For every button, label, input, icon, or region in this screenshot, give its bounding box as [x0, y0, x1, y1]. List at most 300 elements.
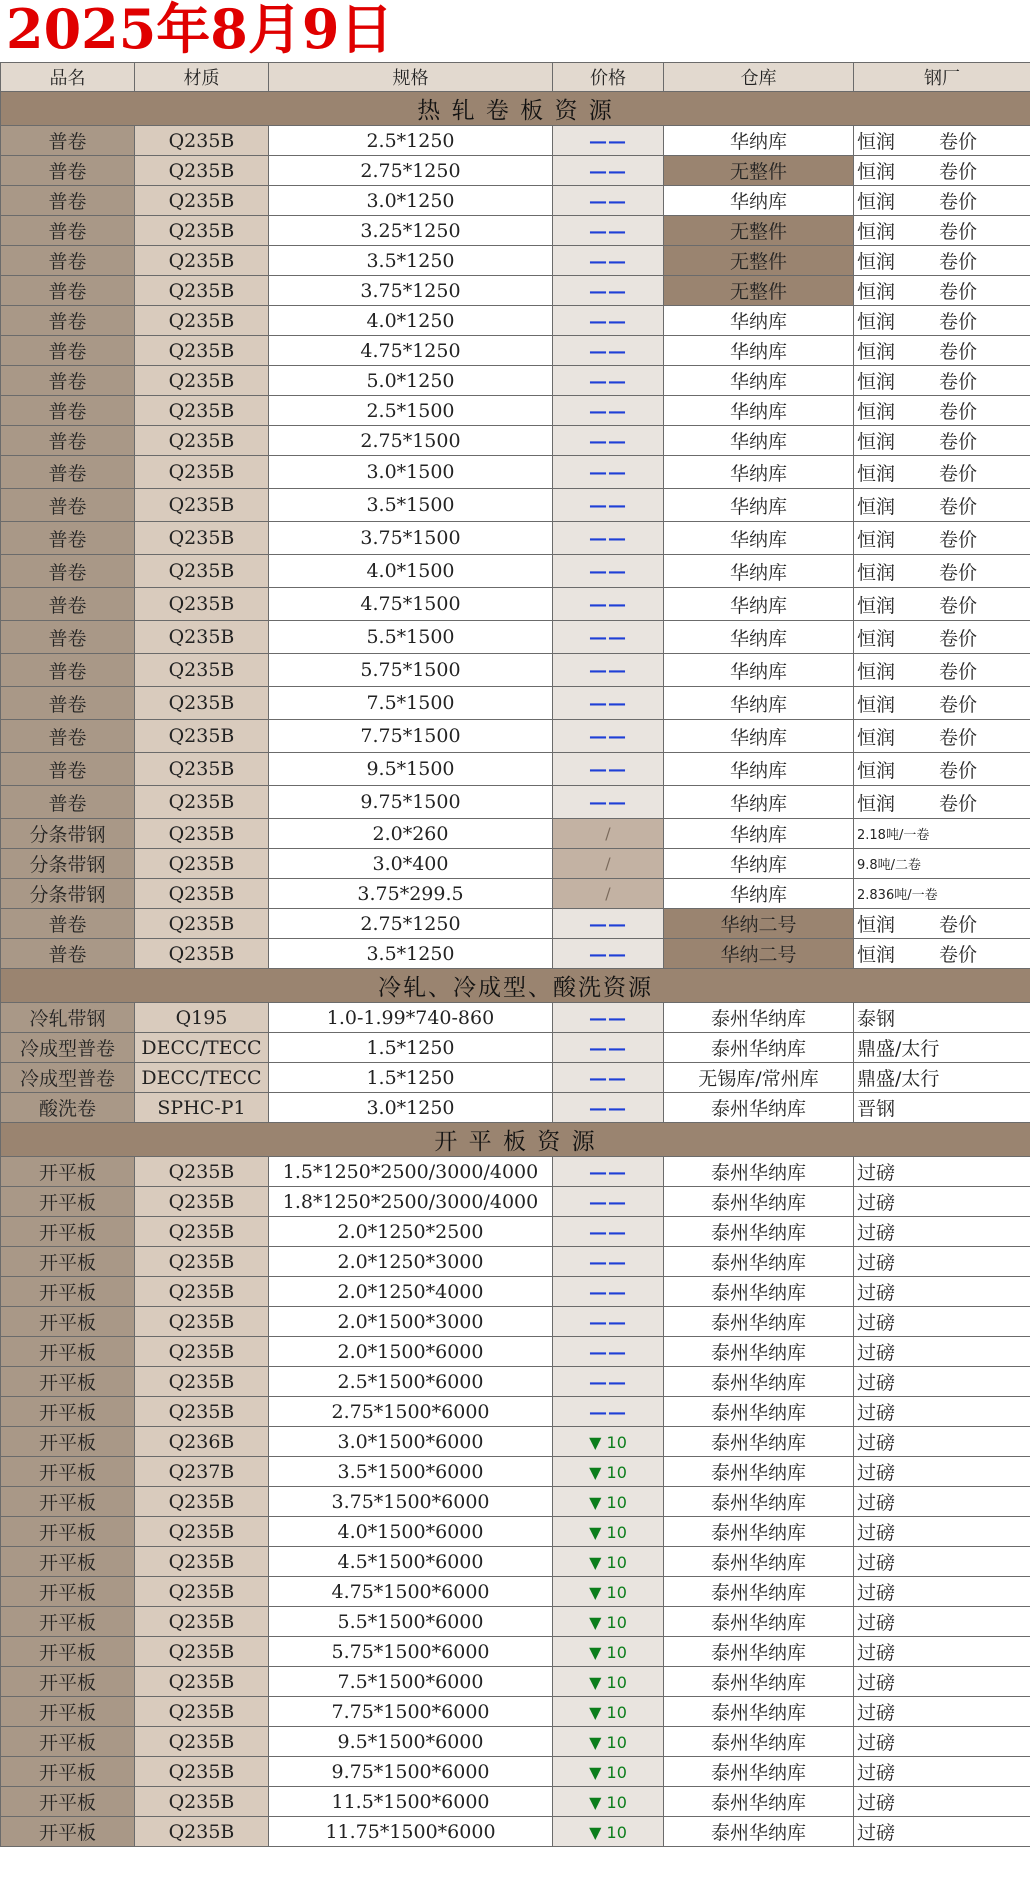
- material-cell: Q235B: [135, 126, 269, 156]
- warehouse-cell: 无整件: [664, 246, 854, 276]
- product-name-cell: 开平板: [1, 1367, 135, 1397]
- warehouse-cell: 华纳库: [664, 456, 854, 489]
- price-basis: 卷价: [939, 462, 978, 485]
- mill-cell: [854, 336, 1030, 366]
- price-down-indicator: ▼ 10: [589, 1612, 627, 1632]
- header-price: 价格: [553, 63, 664, 92]
- product-name-cell: 普卷: [1, 426, 135, 456]
- product-name-cell: 开平板: [1, 1457, 135, 1487]
- price-value: ——: [589, 400, 627, 422]
- product-name-cell: 普卷: [1, 939, 135, 969]
- product-name-cell: 开平板: [1, 1247, 135, 1277]
- warehouse-cell: 无锡库/常州库: [664, 1063, 854, 1093]
- price-basis: 卷价: [939, 341, 978, 363]
- price-basis: 卷价: [939, 431, 978, 453]
- material-cell: Q235B: [135, 1607, 269, 1637]
- warehouse-cell: 泰州华纳库: [664, 1697, 854, 1727]
- product-name-cell: 普卷: [1, 621, 135, 654]
- header-row: [1, 63, 1030, 92]
- table-row: [1, 1217, 1030, 1247]
- warehouse-cell: 华纳库: [664, 489, 854, 522]
- product-name-cell: 开平板: [1, 1307, 135, 1337]
- table-row: [1, 1487, 1030, 1517]
- mill-name: 晋钢: [857, 1098, 896, 1120]
- table-row: [1, 216, 1030, 246]
- header-warehouse: 仓库: [664, 63, 854, 92]
- mill-cell: [854, 654, 1030, 687]
- product-name-cell: 冷轧带钢: [1, 1003, 135, 1033]
- mill-name: 过磅: [857, 1522, 896, 1544]
- material-cell: Q235B: [135, 1697, 269, 1727]
- product-name-cell: 普卷: [1, 786, 135, 819]
- mill-cell: [854, 306, 1030, 336]
- mill-name: 过磅: [857, 1672, 896, 1694]
- material-cell: Q235B: [135, 1637, 269, 1667]
- material-cell: Q235B: [135, 1337, 269, 1367]
- spec-cell: 2.75*1250: [269, 909, 553, 939]
- price-down-indicator: ▼ 10: [589, 1672, 627, 1692]
- spec-cell: 5.75*1500: [269, 654, 553, 687]
- table-row: [1, 1787, 1030, 1817]
- price-down-indicator: ▼ 10: [589, 1792, 627, 1812]
- table-row: [1, 1397, 1030, 1427]
- material-cell: Q235B: [135, 1247, 269, 1277]
- mill-cell: [854, 588, 1030, 621]
- price-cell: [553, 276, 664, 306]
- price-down-indicator: ▼ 10: [589, 1702, 627, 1722]
- spec-cell: 3.75*1500: [269, 522, 553, 555]
- warehouse-cell: 华纳库: [664, 426, 854, 456]
- warehouse-cell: 无整件: [664, 216, 854, 246]
- table-row: [1, 786, 1030, 819]
- mill-name: 过磅: [857, 1702, 896, 1724]
- mill-name: 恒润: [857, 495, 896, 518]
- price-value: ——: [589, 1221, 627, 1243]
- product-name-cell: 开平板: [1, 1277, 135, 1307]
- price-value: ——: [589, 1251, 627, 1273]
- price-cell: [553, 1637, 664, 1667]
- price-basis: 卷价: [939, 311, 978, 333]
- header-name: 品名: [1, 63, 135, 92]
- price-cell: [553, 1607, 664, 1637]
- price-value: ——: [589, 250, 627, 272]
- mill-name: 恒润: [857, 251, 896, 273]
- material-cell: Q235B: [135, 753, 269, 786]
- product-name-cell: 普卷: [1, 489, 135, 522]
- spec-cell: 4.75*1250: [269, 336, 553, 366]
- product-name-cell: 开平板: [1, 1607, 135, 1637]
- price-basis: 卷价: [939, 594, 978, 617]
- mill-cell: [854, 1457, 1030, 1487]
- material-cell: Q235B: [135, 522, 269, 555]
- header-mill: 钢厂: [854, 63, 1030, 92]
- price-cell: [553, 1307, 664, 1337]
- table-row: [1, 1187, 1030, 1217]
- mill-name: 恒润: [857, 914, 896, 936]
- material-cell: Q235B: [135, 555, 269, 588]
- mill-cell: [854, 1397, 1030, 1427]
- product-name-cell: 开平板: [1, 1187, 135, 1217]
- material-cell: Q235B: [135, 1307, 269, 1337]
- material-cell: Q235B: [135, 426, 269, 456]
- warehouse-cell: 泰州华纳库: [664, 1517, 854, 1547]
- spec-cell: 3.25*1250: [269, 216, 553, 246]
- mill-cell: [854, 939, 1030, 969]
- material-cell: Q195: [135, 1003, 269, 1033]
- spec-cell: 3.5*1250: [269, 939, 553, 969]
- material-cell: Q236B: [135, 1427, 269, 1457]
- price-basis: 卷价: [939, 561, 978, 584]
- product-name-cell: 普卷: [1, 522, 135, 555]
- price-down-indicator: ▼ 10: [589, 1822, 627, 1842]
- price-cell: [553, 621, 664, 654]
- warehouse-cell: 泰州华纳库: [664, 1457, 854, 1487]
- product-name-cell: 开平板: [1, 1757, 135, 1787]
- price-cell: [553, 1817, 664, 1847]
- price-cell: [553, 1697, 664, 1727]
- price-down-indicator: ▼ 10: [589, 1492, 627, 1512]
- price-basis: 卷价: [939, 251, 978, 273]
- mill-cell: [854, 1517, 1030, 1547]
- material-cell: Q235B: [135, 786, 269, 819]
- mill-name: 鼎盛/太行: [857, 1068, 940, 1090]
- spec-cell: 2.0*260: [269, 819, 553, 849]
- warehouse-cell: 华纳库: [664, 786, 854, 819]
- spec-cell: 3.0*400: [269, 849, 553, 879]
- mill-cell: [854, 1033, 1030, 1063]
- warehouse-cell: 华纳库: [664, 588, 854, 621]
- material-cell: Q235B: [135, 588, 269, 621]
- warehouse-cell: 泰州华纳库: [664, 1157, 854, 1187]
- table-row: [1, 654, 1030, 687]
- mill-name: 过磅: [857, 1252, 896, 1274]
- price-cell: [553, 1547, 664, 1577]
- warehouse-cell: 泰州华纳库: [664, 1607, 854, 1637]
- table-row: [1, 1033, 1030, 1063]
- product-name-cell: 开平板: [1, 1487, 135, 1517]
- mill-name: 恒润: [857, 759, 896, 782]
- price-cell: [553, 819, 664, 849]
- material-cell: Q235B: [135, 939, 269, 969]
- table-row: [1, 1637, 1030, 1667]
- price-cell: [553, 1247, 664, 1277]
- material-cell: Q235B: [135, 819, 269, 849]
- mill-name: 过磅: [857, 1432, 896, 1454]
- material-cell: Q235B: [135, 1667, 269, 1697]
- mill-name: 恒润: [857, 462, 896, 485]
- table-row: [1, 1427, 1030, 1457]
- price-cell: [553, 522, 664, 555]
- mill-cell: [854, 1787, 1030, 1817]
- warehouse-cell: 泰州华纳库: [664, 1577, 854, 1607]
- spec-cell: 2.5*1500: [269, 396, 553, 426]
- warehouse-cell: 华纳库: [664, 366, 854, 396]
- spec-cell: 2.5*1250: [269, 126, 553, 156]
- product-name-cell: 普卷: [1, 126, 135, 156]
- mill-cell: [854, 909, 1030, 939]
- mill-cell: [854, 246, 1030, 276]
- table-row: [1, 522, 1030, 555]
- warehouse-cell: 无整件: [664, 276, 854, 306]
- mill-cell: [854, 1487, 1030, 1517]
- section-title: 开 平 板 资 源: [1, 1123, 1030, 1157]
- price-down-indicator: ▼ 10: [589, 1432, 627, 1452]
- price-basis: 卷价: [939, 131, 978, 153]
- table-row: [1, 156, 1030, 186]
- price-cell: [553, 588, 664, 621]
- mill-cell: [854, 1307, 1030, 1337]
- mill-cell: [854, 216, 1030, 246]
- spec-cell: 11.75*1500*6000: [269, 1817, 553, 1847]
- product-name-cell: 冷成型普卷: [1, 1063, 135, 1093]
- price-value: ——: [589, 1341, 627, 1363]
- product-name-cell: 开平板: [1, 1637, 135, 1667]
- warehouse-cell: 泰州华纳库: [664, 1187, 854, 1217]
- material-cell: Q235B: [135, 366, 269, 396]
- material-cell: Q235B: [135, 306, 269, 336]
- warehouse-cell: 泰州华纳库: [664, 1667, 854, 1697]
- mill-name: 恒润: [857, 431, 896, 453]
- price-value: ——: [589, 693, 627, 714]
- price-cell: [553, 1757, 664, 1787]
- price-cell: [553, 156, 664, 186]
- price-cell: [553, 909, 664, 939]
- price-cell: [553, 1667, 664, 1697]
- mill-name: 过磅: [857, 1732, 896, 1754]
- product-name-cell: 普卷: [1, 156, 135, 186]
- header-material: 材质: [135, 63, 269, 92]
- mill-name: 恒润: [857, 311, 896, 333]
- material-cell: SPHC-P1: [135, 1093, 269, 1123]
- price-cell: [553, 306, 664, 336]
- table-row: [1, 621, 1030, 654]
- spec-cell: 1.5*1250: [269, 1033, 553, 1063]
- product-name-cell: 普卷: [1, 246, 135, 276]
- table-row: [1, 1607, 1030, 1637]
- table-row: [1, 336, 1030, 366]
- price-cell: [553, 396, 664, 426]
- spec-cell: 7.5*1500*6000: [269, 1667, 553, 1697]
- material-cell: Q235B: [135, 1217, 269, 1247]
- table-row: [1, 246, 1030, 276]
- mill-name: 过磅: [857, 1282, 896, 1304]
- product-name-cell: 开平板: [1, 1217, 135, 1247]
- table-row: [1, 426, 1030, 456]
- price-basis: 卷价: [939, 528, 978, 551]
- product-name-cell: 开平板: [1, 1547, 135, 1577]
- spec-cell: 1.0-1.99*740-860: [269, 1003, 553, 1033]
- mill-cell: [854, 456, 1030, 489]
- product-name-cell: 普卷: [1, 588, 135, 621]
- mill-cell: [854, 1757, 1030, 1787]
- mill-name: 过磅: [857, 1222, 896, 1244]
- price-basis: 卷价: [939, 627, 978, 650]
- price-down-indicator: ▼ 10: [589, 1552, 627, 1572]
- mill-cell: [854, 687, 1030, 720]
- price-basis: 卷价: [939, 792, 978, 815]
- price-value: ——: [589, 1067, 627, 1089]
- spec-cell: 2.75*1500: [269, 426, 553, 456]
- mill-cell: [854, 1697, 1030, 1727]
- price-cell: [553, 216, 664, 246]
- price-cell: [553, 879, 664, 909]
- mill-name: 恒润: [857, 281, 896, 303]
- mill-cell: [854, 1003, 1030, 1033]
- table-row: [1, 489, 1030, 522]
- price-value: ——: [589, 190, 627, 212]
- price-cell: [553, 126, 664, 156]
- mill-cell: [854, 1063, 1030, 1093]
- spec-cell: 5.5*1500*6000: [269, 1607, 553, 1637]
- price-cell: [553, 426, 664, 456]
- table-row: [1, 1757, 1030, 1787]
- mill-name: 恒润: [857, 792, 896, 815]
- warehouse-cell: 无整件: [664, 156, 854, 186]
- mill-cell: [854, 1247, 1030, 1277]
- product-name-cell: 开平板: [1, 1577, 135, 1607]
- table-row: [1, 1727, 1030, 1757]
- table-row: [1, 1003, 1030, 1033]
- mill-name: 9.8吨/二卷: [857, 858, 922, 873]
- price-value: ——: [589, 1007, 627, 1029]
- material-cell: Q235B: [135, 156, 269, 186]
- price-down-indicator: ▼ 10: [589, 1642, 627, 1662]
- mill-cell: [854, 1727, 1030, 1757]
- price-cell: [553, 186, 664, 216]
- price-cell: [553, 1187, 664, 1217]
- warehouse-cell: 华纳库: [664, 654, 854, 687]
- warehouse-cell: 华纳库: [664, 849, 854, 879]
- mill-name: 过磅: [857, 1582, 896, 1604]
- price-basis: 卷价: [939, 161, 978, 183]
- table-body: [1, 63, 1030, 1847]
- table-row: [1, 1667, 1030, 1697]
- mill-name: 过磅: [857, 1342, 896, 1364]
- spec-cell: 1.8*1250*2500/3000/4000: [269, 1187, 553, 1217]
- table-row: [1, 126, 1030, 156]
- material-cell: Q235B: [135, 336, 269, 366]
- mill-cell: [854, 1637, 1030, 1667]
- material-cell: Q235B: [135, 246, 269, 276]
- product-name-cell: 普卷: [1, 336, 135, 366]
- table-row: [1, 1093, 1030, 1123]
- price-cell: [553, 849, 664, 879]
- spec-cell: 5.75*1500*6000: [269, 1637, 553, 1667]
- material-cell: Q235B: [135, 1367, 269, 1397]
- table-row: [1, 588, 1030, 621]
- mill-name: 恒润: [857, 401, 896, 423]
- steel-price-table: [0, 62, 1030, 1847]
- product-name-cell: 冷成型普卷: [1, 1033, 135, 1063]
- material-cell: Q235B: [135, 1787, 269, 1817]
- section-header-row: [1, 969, 1030, 1003]
- price-cell: [553, 1517, 664, 1547]
- material-cell: Q235B: [135, 621, 269, 654]
- warehouse-cell: 泰州华纳库: [664, 1307, 854, 1337]
- price-cell: [553, 489, 664, 522]
- warehouse-cell: 泰州华纳库: [664, 1817, 854, 1847]
- mill-name: 恒润: [857, 693, 896, 716]
- table-row: [1, 1517, 1030, 1547]
- page-title: 2025年8月9日: [6, 0, 394, 61]
- mill-name: 过磅: [857, 1762, 896, 1784]
- material-cell: Q235B: [135, 1487, 269, 1517]
- warehouse-cell: 泰州华纳库: [664, 1033, 854, 1063]
- material-cell: Q235B: [135, 186, 269, 216]
- mill-name: 恒润: [857, 594, 896, 617]
- price-cell: [553, 939, 664, 969]
- price-cell: [553, 1577, 664, 1607]
- warehouse-cell: 泰州华纳库: [664, 1637, 854, 1667]
- material-cell: Q235B: [135, 720, 269, 753]
- material-cell: DECC/TECC: [135, 1063, 269, 1093]
- mill-cell: [854, 396, 1030, 426]
- product-name-cell: 分条带钢: [1, 849, 135, 879]
- mill-name: 恒润: [857, 221, 896, 243]
- mill-cell: [854, 819, 1030, 849]
- spec-cell: 1.5*1250: [269, 1063, 553, 1093]
- mill-name: 过磅: [857, 1492, 896, 1514]
- spec-cell: 4.75*1500*6000: [269, 1577, 553, 1607]
- price-value: ——: [589, 792, 627, 813]
- spec-cell: 7.75*1500: [269, 720, 553, 753]
- spec-cell: 9.5*1500*6000: [269, 1727, 553, 1757]
- price-cell: [553, 753, 664, 786]
- material-cell: Q235B: [135, 1727, 269, 1757]
- mill-cell: [854, 555, 1030, 588]
- warehouse-cell: 泰州华纳库: [664, 1277, 854, 1307]
- spec-cell: 4.0*1500: [269, 555, 553, 588]
- table-row: [1, 849, 1030, 879]
- mill-cell: [854, 1157, 1030, 1187]
- price-basis: 卷价: [939, 914, 978, 936]
- price-cell: [553, 1063, 664, 1093]
- mill-cell: [854, 276, 1030, 306]
- spec-cell: 7.75*1500*6000: [269, 1697, 553, 1727]
- spec-cell: 9.75*1500*6000: [269, 1757, 553, 1787]
- spec-cell: 1.5*1250*2500/3000/4000: [269, 1157, 553, 1187]
- warehouse-cell: 泰州华纳库: [664, 1337, 854, 1367]
- price-cell: [553, 1277, 664, 1307]
- material-cell: Q235B: [135, 909, 269, 939]
- warehouse-cell: 华纳库: [664, 336, 854, 366]
- price-cell: [553, 654, 664, 687]
- spec-cell: 4.0*1250: [269, 306, 553, 336]
- table-row: [1, 879, 1030, 909]
- price-value: ——: [589, 627, 627, 648]
- price-value: ——: [589, 160, 627, 182]
- spec-cell: 9.5*1500: [269, 753, 553, 786]
- warehouse-cell: 泰州华纳库: [664, 1727, 854, 1757]
- spec-cell: 5.0*1250: [269, 366, 553, 396]
- spec-cell: 2.0*1250*3000: [269, 1247, 553, 1277]
- mill-cell: [854, 1577, 1030, 1607]
- mill-name: 恒润: [857, 341, 896, 363]
- section-title: 热 轧 卷 板 资 源: [1, 92, 1030, 126]
- mill-cell: [854, 126, 1030, 156]
- spec-cell: 2.0*1500*3000: [269, 1307, 553, 1337]
- price-down-indicator: ▼ 10: [589, 1522, 627, 1542]
- material-cell: Q235B: [135, 879, 269, 909]
- price-cell: [553, 1457, 664, 1487]
- product-name-cell: 普卷: [1, 555, 135, 588]
- price-cell: [553, 366, 664, 396]
- spec-cell: 2.0*1250*2500: [269, 1217, 553, 1247]
- spec-cell: 11.5*1500*6000: [269, 1787, 553, 1817]
- price-down-indicator: ▼ 10: [589, 1762, 627, 1782]
- table-row: [1, 456, 1030, 489]
- mill-cell: [854, 426, 1030, 456]
